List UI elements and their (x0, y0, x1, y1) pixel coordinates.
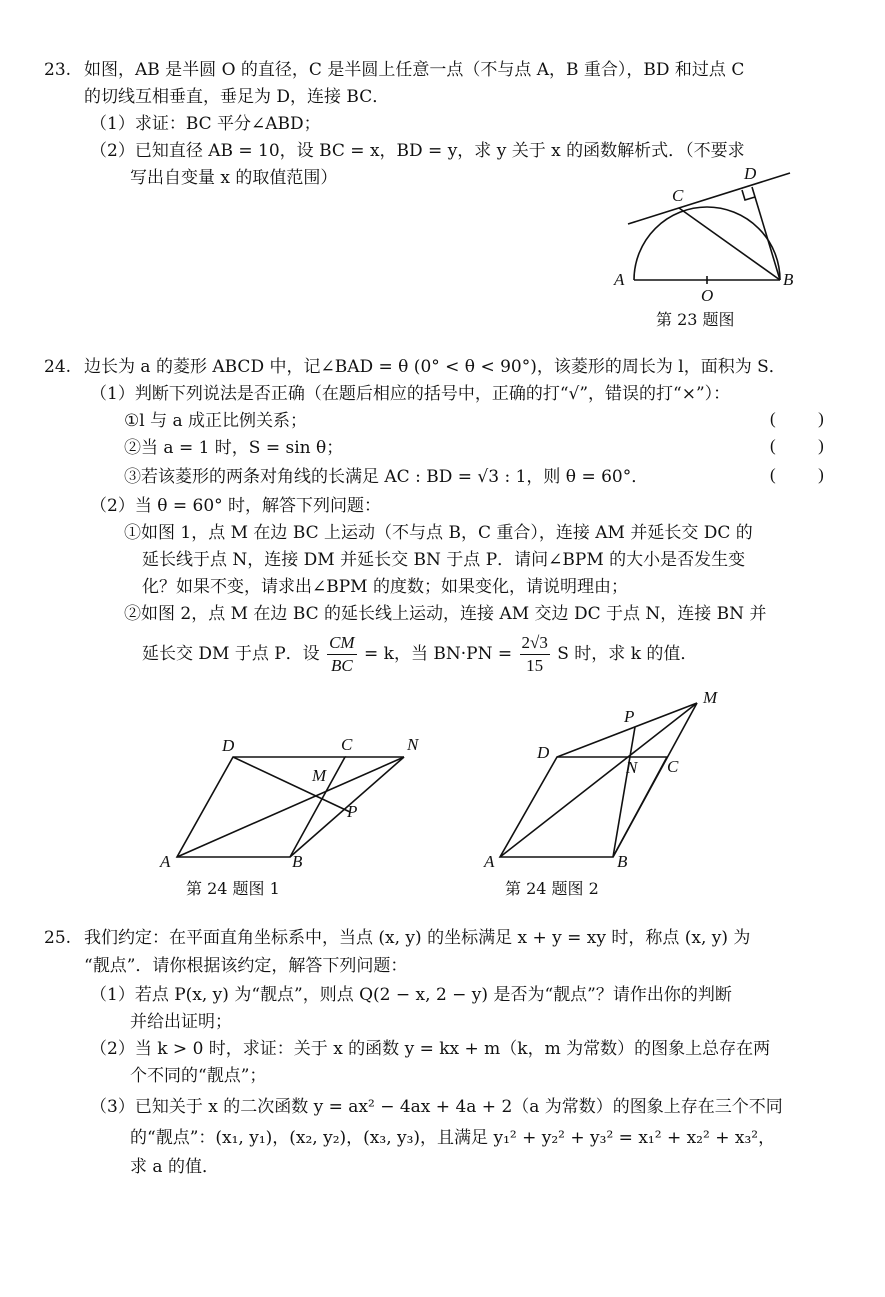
fig2-label-a: A (484, 852, 495, 871)
q23-number: 23. (44, 60, 72, 80)
q23-label-b: B (783, 270, 794, 289)
segment-bp (613, 727, 638, 857)
q24-case1-line1: ①如图 1，点 M 在边 BC 上运动（不与点 B，C 重合），连接 AM 并延长交 DC 的 (124, 523, 753, 543)
q23-label-c: C (672, 186, 684, 205)
q25-part2-line1: （2）当 k > 0 时，求证：关于 x 的函数 y = kx + m（k，m 为常数）的图象上总存在两 (90, 1039, 771, 1059)
fig1-label-a: A (160, 852, 171, 871)
q23-caption: 第 23 题图 (656, 310, 735, 329)
segment-dp (233, 757, 350, 812)
q25-part1-line1: （1）若点 P(x, y) 为“靓点”，则点 Q(2 − x, 2 − y) 是否为“靓点”？请作出你的判断 (90, 985, 732, 1005)
q24-part1: （1）判断下列说法是否正确（在题后相应的括号中，正确的打“√”，错误的打“×”）： (90, 384, 731, 404)
tangent-line (628, 173, 790, 224)
fig1-label-n: N (407, 735, 419, 754)
q24-statement3: ③若该菱形的两条对角线的长满足 AC : BD = √3 : 1，则 θ = 60°． (124, 467, 649, 487)
q24-statement1: ①l 与 a 成正比例关系； (124, 411, 308, 431)
q25-part2-line2: 个不同的“靓点”； (130, 1066, 267, 1086)
q25-part3-line2: 的“靓点”：(x₁, y₁)，(x₂, y₂)，(x₃, y₃)，且满足 y₁² + y₂² + y₃² = x₁² + x₂² + x₃²， (130, 1128, 776, 1148)
fig1-label-b: B (292, 852, 303, 871)
fig2-label-b: B (617, 852, 628, 871)
q24-case1-line2: 延长线于点 N，连接 DM 并延长交 BN 于点 P．请问∠BPM 的大小是否发生变 (142, 550, 746, 570)
fraction-cm-bc (327, 632, 357, 677)
q24-caption-fig1: 第 24 题图 1 (186, 879, 280, 898)
fig2-label-d: D (537, 743, 550, 762)
q24-case2-post: S 时，求 k 的值． (557, 644, 698, 664)
q23-part1: （1）求证：BC 平分∠ABD； (90, 114, 321, 134)
fig1-label-m: M (312, 766, 327, 785)
q23-label-o: O (701, 286, 714, 305)
q24-caption-fig2: 第 24 题图 2 (505, 879, 599, 898)
segment-am (500, 703, 697, 857)
q25-intro-line1: 我们约定：在平面直角坐标系中，当点 (x, y) 的坐标满足 x + y = xy 时，称点 (x, y) 为 (84, 928, 751, 948)
q23-label-a: A (614, 270, 625, 289)
segment-bc (679, 208, 780, 280)
q25-part3-line3: 求 a 的值． (130, 1157, 219, 1177)
q25-part3-line1: （3）已知关于 x 的二次函数 y = ax² − 4ax + 4a + 2（a 为常数）的图象上存在三个不同 (90, 1097, 783, 1117)
q23-part2-line1: （2）已知直径 AB = 10，设 BC = x，BD = y，求 y 关于 x 的函数解析式．（不要求 (90, 141, 745, 161)
segment-an (177, 757, 404, 857)
fraction-15-denominator: 15 (526, 656, 544, 675)
fig2-label-p: P (624, 707, 635, 726)
q24-part2: （2）当 θ = 60° 时，解答下列问题： (90, 496, 382, 516)
q24-statement2: ②当 a = 1 时，S = sin θ； (124, 438, 344, 458)
fig1-label-c: C (341, 735, 353, 754)
q23-intro-line1: 如图，AB 是半圆 O 的直径，C 是半圆上任意一点（不与点 A，B 重合），BD 和过点 C (84, 60, 745, 80)
fraction-2root3-numerator: 2√3 (520, 632, 550, 655)
q25-intro-line2: “靓点”．请你根据该约定，解答下列问题： (84, 956, 408, 976)
fig1-label-p: P (347, 802, 358, 821)
q24-answer-bracket3[interactable]: ( ) (770, 465, 824, 484)
q24-answer-bracket1[interactable]: ( ) (770, 409, 824, 428)
fig2-label-n: N (626, 758, 638, 777)
q24-case2-pre: 延长交 DM 于点 P．设 (142, 644, 320, 664)
q23-part2-line2: 写出自变量 x 的取值范围） (130, 168, 338, 188)
q24-case2-line2 (142, 630, 697, 678)
fraction-2root3-15 (520, 632, 550, 677)
q25-part1-line2: 并给出证明； (130, 1012, 232, 1032)
fraction-cm-numerator: CM (327, 632, 357, 655)
q24-answer-bracket2[interactable]: ( ) (770, 436, 824, 455)
q24-case1-line3: 化？如果不变，请求出∠BPM 的度数；如果变化，请说明理由； (142, 577, 628, 597)
fig2-label-c: C (667, 757, 679, 776)
q25-number: 25. (44, 928, 72, 948)
q24-case2-line1: ②如图 2，点 M 在边 BC 的延长线上运动，连接 AM 交边 DC 于点 N，连接 BN 并 (124, 604, 767, 624)
q24-intro: 边长为 a 的菱形 ABCD 中，记∠BAD = θ (0° < θ < 90°)，该菱形的周长为 l，面积为 S． (84, 357, 786, 377)
segment-bd (752, 187, 780, 280)
rhombus-abcd-fig2 (500, 757, 667, 857)
q24-case2-mid: = k，当 BN·PN = (364, 644, 513, 664)
right-angle-mark (742, 190, 755, 200)
fig1-label-d: D (222, 736, 235, 755)
q23-label-d: D (744, 164, 757, 183)
fig2-label-m: M (703, 688, 718, 707)
q23-intro-line2: 的切线互相垂直，垂足为 D，连接 BC． (84, 87, 390, 107)
q24-number: 24. (44, 357, 72, 377)
semicircle-arc (634, 207, 780, 280)
fraction-bc-denominator: BC (330, 656, 353, 675)
